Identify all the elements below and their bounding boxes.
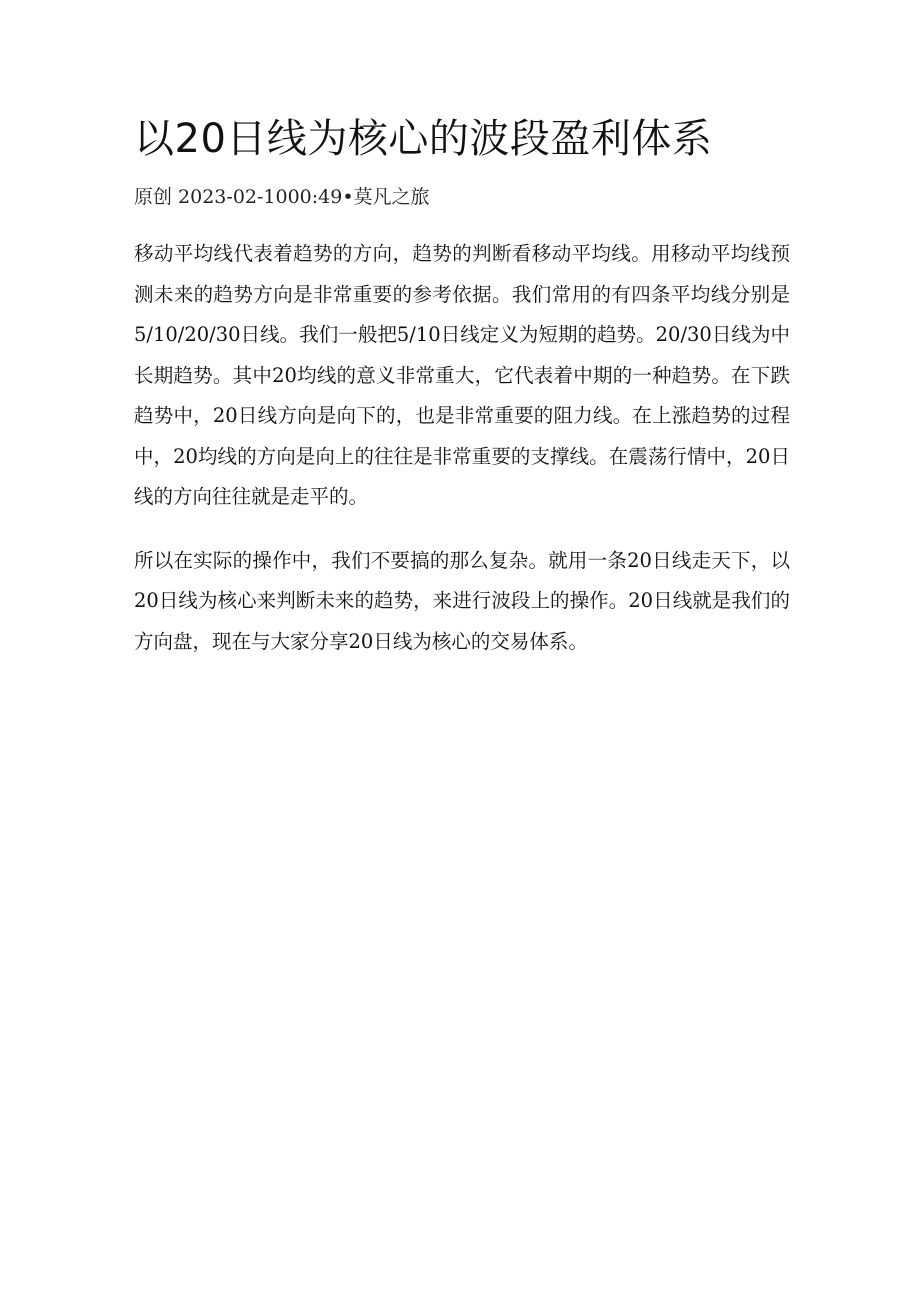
paragraph: 移动平均线代表着趋势的方向，趋势的判断看移动平均线。用移动平均线预测未来的趋势方向是非常重要的参考依据。我们常用的有四条平均线分别是5/10/20/30日线。我们一般把5/10日线定义为短期的趋势。20/30日线为中长期趋势。其中20均线的意义非常重大，它代表着中期的一种趋势。在下跌趋势中，20日线方向是向下的，也是非常重要的阻力线。在上涨趋势的过程中，20均线的方向是向上的往往是非常重要的支撑线。在震荡行情中，20日线的方向往往就是走平的。: [134, 242, 790, 508]
article-meta: 原创 2023-02-1000:49•莫凡之旅: [134, 186, 430, 208]
article-title: 以20日线为核心的波段盈利体系: [134, 116, 713, 162]
paragraph: 所以在实际的操作中，我们不要搞的那么复杂。就用一条20日线走天下，以20日线为核心来判断未来的趋势，来进行波段上的操作。20日线就是我们的方向盘，现在与大家分享20日线为核心的交易体系。: [134, 548, 790, 653]
article: [134, 108, 790, 662]
